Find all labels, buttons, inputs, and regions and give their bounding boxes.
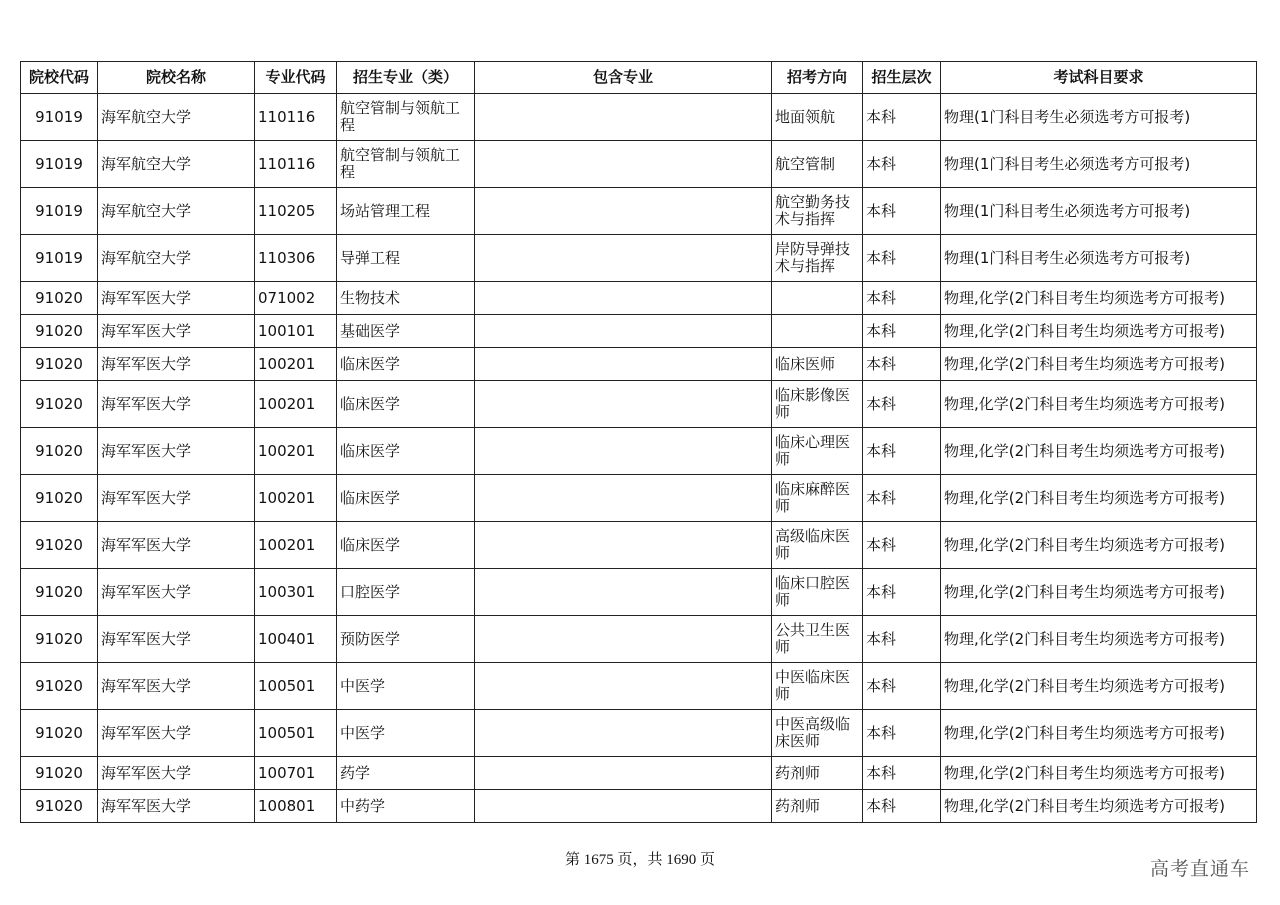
cell-school-code: 91020 — [21, 790, 98, 823]
cell-school-code: 91020 — [21, 569, 98, 616]
cell-includes — [475, 663, 772, 710]
cell-school-code: 91020 — [21, 616, 98, 663]
table-row — [21, 790, 1257, 823]
table-row — [21, 94, 1257, 141]
cell-includes — [475, 475, 772, 522]
cell-direction: 临床心理医师 — [772, 428, 863, 475]
cell-school-code: 91020 — [21, 428, 98, 475]
cell-direction: 岸防导弹技术与指挥 — [772, 235, 863, 282]
cell-includes — [475, 94, 772, 141]
cell-direction: 临床影像医师 — [772, 381, 863, 428]
cell-major-code: 110205 — [255, 188, 337, 235]
header-level: 招生层次 — [863, 62, 941, 94]
cell-major-code: 100301 — [255, 569, 337, 616]
cell-level: 本科 — [863, 616, 941, 663]
cell-direction: 高级临床医师 — [772, 522, 863, 569]
cell-major-code: 110116 — [255, 94, 337, 141]
cell-direction: 临床麻醉医师 — [772, 475, 863, 522]
cell-major: 中药学 — [337, 790, 475, 823]
cell-school-name: 海军军医大学 — [98, 616, 255, 663]
cell-major-code: 100501 — [255, 663, 337, 710]
cell-requirement: 物理,化学(2门科目考生均须选考方可报考) — [941, 282, 1257, 315]
cell-school-code: 91019 — [21, 94, 98, 141]
header-direction: 招考方向 — [772, 62, 863, 94]
table-row — [21, 475, 1257, 522]
cell-level: 本科 — [863, 94, 941, 141]
watermark-text: 高考直通车 — [1149, 858, 1250, 880]
cell-major: 中医学 — [337, 663, 475, 710]
cell-includes — [475, 710, 772, 757]
cell-requirement: 物理,化学(2门科目考生均须选考方可报考) — [941, 348, 1257, 381]
cell-level: 本科 — [863, 235, 941, 282]
cell-level: 本科 — [863, 710, 941, 757]
cell-level: 本科 — [863, 428, 941, 475]
cell-school-code: 91020 — [21, 663, 98, 710]
table-row — [21, 282, 1257, 315]
header-row — [21, 62, 1257, 94]
cell-school-name: 海军航空大学 — [98, 94, 255, 141]
header-school-name: 院校名称 — [98, 62, 255, 94]
cell-level: 本科 — [863, 141, 941, 188]
cell-school-name: 海军航空大学 — [98, 188, 255, 235]
cell-major-code: 100701 — [255, 757, 337, 790]
cell-requirement: 物理,化学(2门科目考生均须选考方可报考) — [941, 315, 1257, 348]
table-row — [21, 569, 1257, 616]
cell-requirement: 物理,化学(2门科目考生均须选考方可报考) — [941, 522, 1257, 569]
cell-includes — [475, 348, 772, 381]
cell-requirement: 物理(1门科目考生必须选考方可报考) — [941, 94, 1257, 141]
page-number: 第 1675 页，共 1690 页 — [564, 852, 715, 868]
cell-level: 本科 — [863, 475, 941, 522]
cell-direction: 临床口腔医师 — [772, 569, 863, 616]
cell-requirement: 物理,化学(2门科目考生均须选考方可报考) — [941, 663, 1257, 710]
cell-includes — [475, 315, 772, 348]
cell-requirement: 物理,化学(2门科目考生均须选考方可报考) — [941, 710, 1257, 757]
cell-direction — [772, 315, 863, 348]
cell-school-name: 海军军医大学 — [98, 710, 255, 757]
cell-major: 临床医学 — [337, 348, 475, 381]
table-row — [21, 710, 1257, 757]
cell-school-name: 海军军医大学 — [98, 522, 255, 569]
cell-major: 临床医学 — [337, 381, 475, 428]
cell-level: 本科 — [863, 282, 941, 315]
table-row — [21, 522, 1257, 569]
cell-major: 中医学 — [337, 710, 475, 757]
table-row — [21, 381, 1257, 428]
cell-level: 本科 — [863, 663, 941, 710]
cell-requirement: 物理,化学(2门科目考生均须选考方可报考) — [941, 790, 1257, 823]
cell-requirement: 物理,化学(2门科目考生均须选考方可报考) — [941, 569, 1257, 616]
table-row — [21, 188, 1257, 235]
cell-school-code: 91020 — [21, 381, 98, 428]
cell-includes — [475, 428, 772, 475]
cell-major: 临床医学 — [337, 428, 475, 475]
cell-major-code: 100101 — [255, 315, 337, 348]
cell-major: 导弹工程 — [337, 235, 475, 282]
cell-school-code: 91020 — [21, 710, 98, 757]
cell-requirement: 物理,化学(2门科目考生均须选考方可报考) — [941, 616, 1257, 663]
cell-direction: 公共卫生医师 — [772, 616, 863, 663]
cell-requirement: 物理,化学(2门科目考生均须选考方可报考) — [941, 475, 1257, 522]
cell-major-code: 100801 — [255, 790, 337, 823]
header-includes: 包含专业 — [475, 62, 772, 94]
cell-major-code: 100401 — [255, 616, 337, 663]
cell-major-code: 110306 — [255, 235, 337, 282]
cell-major-code: 100201 — [255, 475, 337, 522]
cell-level: 本科 — [863, 569, 941, 616]
cell-direction: 药剂师 — [772, 757, 863, 790]
cell-includes — [475, 616, 772, 663]
cell-requirement: 物理(1门科目考生必须选考方可报考) — [941, 141, 1257, 188]
cell-school-code: 91019 — [21, 141, 98, 188]
cell-major: 基础医学 — [337, 315, 475, 348]
cell-level: 本科 — [863, 757, 941, 790]
cell-major: 航空管制与领航工程 — [337, 141, 475, 188]
table-row — [21, 757, 1257, 790]
cell-major-code: 100201 — [255, 522, 337, 569]
cell-school-name: 海军军医大学 — [98, 569, 255, 616]
table-row — [21, 315, 1257, 348]
cell-direction: 地面领航 — [772, 94, 863, 141]
cell-level: 本科 — [863, 315, 941, 348]
cell-requirement: 物理(1门科目考生必须选考方可报考) — [941, 188, 1257, 235]
cell-requirement: 物理,化学(2门科目考生均须选考方可报考) — [941, 381, 1257, 428]
cell-major-code: 071002 — [255, 282, 337, 315]
cell-school-name: 海军航空大学 — [98, 235, 255, 282]
header-major: 招生专业（类） — [337, 62, 475, 94]
cell-includes — [475, 188, 772, 235]
cell-requirement: 物理,化学(2门科目考生均须选考方可报考) — [941, 757, 1257, 790]
cell-school-name: 海军航空大学 — [98, 141, 255, 188]
cell-includes — [475, 235, 772, 282]
cell-direction — [772, 282, 863, 315]
cell-major: 药学 — [337, 757, 475, 790]
cell-level: 本科 — [863, 522, 941, 569]
cell-school-name: 海军军医大学 — [98, 348, 255, 381]
cell-school-code: 91020 — [21, 757, 98, 790]
cell-level: 本科 — [863, 381, 941, 428]
cell-school-name: 海军军医大学 — [98, 790, 255, 823]
cell-requirement: 物理(1门科目考生必须选考方可报考) — [941, 235, 1257, 282]
cell-direction: 药剂师 — [772, 790, 863, 823]
table-row — [21, 616, 1257, 663]
cell-major-code: 100501 — [255, 710, 337, 757]
cell-level: 本科 — [863, 348, 941, 381]
cell-school-name: 海军军医大学 — [98, 381, 255, 428]
cell-school-code: 91020 — [21, 282, 98, 315]
cell-direction: 航空管制 — [772, 141, 863, 188]
cell-level: 本科 — [863, 790, 941, 823]
cell-includes — [475, 790, 772, 823]
cell-major-code: 100201 — [255, 381, 337, 428]
cell-includes — [475, 381, 772, 428]
table-row — [21, 348, 1257, 381]
cell-includes — [475, 522, 772, 569]
cell-school-code: 91019 — [21, 235, 98, 282]
cell-major-code: 100201 — [255, 428, 337, 475]
cell-major: 口腔医学 — [337, 569, 475, 616]
cell-includes — [475, 569, 772, 616]
cell-school-name: 海军军医大学 — [98, 757, 255, 790]
cell-includes — [475, 757, 772, 790]
header-major-code: 专业代码 — [255, 62, 337, 94]
cell-major: 场站管理工程 — [337, 188, 475, 235]
cell-school-code: 91020 — [21, 315, 98, 348]
cell-major-code: 110116 — [255, 141, 337, 188]
cell-school-name: 海军军医大学 — [98, 475, 255, 522]
cell-includes — [475, 141, 772, 188]
cell-school-code: 91020 — [21, 348, 98, 381]
cell-level: 本科 — [863, 188, 941, 235]
cell-school-code: 91020 — [21, 475, 98, 522]
cell-direction: 航空勤务技术与指挥 — [772, 188, 863, 235]
header-school-code: 院校代码 — [21, 62, 98, 94]
cell-major: 临床医学 — [337, 475, 475, 522]
cell-major-code: 100201 — [255, 348, 337, 381]
table-row — [21, 428, 1257, 475]
table-row — [21, 141, 1257, 188]
table-row — [21, 235, 1257, 282]
cell-major: 生物技术 — [337, 282, 475, 315]
header-requirement: 考试科目要求 — [941, 62, 1257, 94]
cell-major: 临床医学 — [337, 522, 475, 569]
cell-school-code: 91019 — [21, 188, 98, 235]
cell-requirement: 物理,化学(2门科目考生均须选考方可报考) — [941, 428, 1257, 475]
cell-direction: 中医临床医师 — [772, 663, 863, 710]
cell-school-name: 海军军医大学 — [98, 428, 255, 475]
cell-includes — [475, 282, 772, 315]
cell-school-name: 海军军医大学 — [98, 315, 255, 348]
table-body — [21, 94, 1257, 823]
table-row — [21, 663, 1257, 710]
cell-direction: 临床医师 — [772, 348, 863, 381]
cell-major: 航空管制与领航工程 — [337, 94, 475, 141]
admission-table — [20, 61, 1257, 823]
cell-direction: 中医高级临床医师 — [772, 710, 863, 757]
cell-school-name: 海军军医大学 — [98, 282, 255, 315]
cell-school-name: 海军军医大学 — [98, 663, 255, 710]
cell-major: 预防医学 — [337, 616, 475, 663]
cell-school-code: 91020 — [21, 522, 98, 569]
